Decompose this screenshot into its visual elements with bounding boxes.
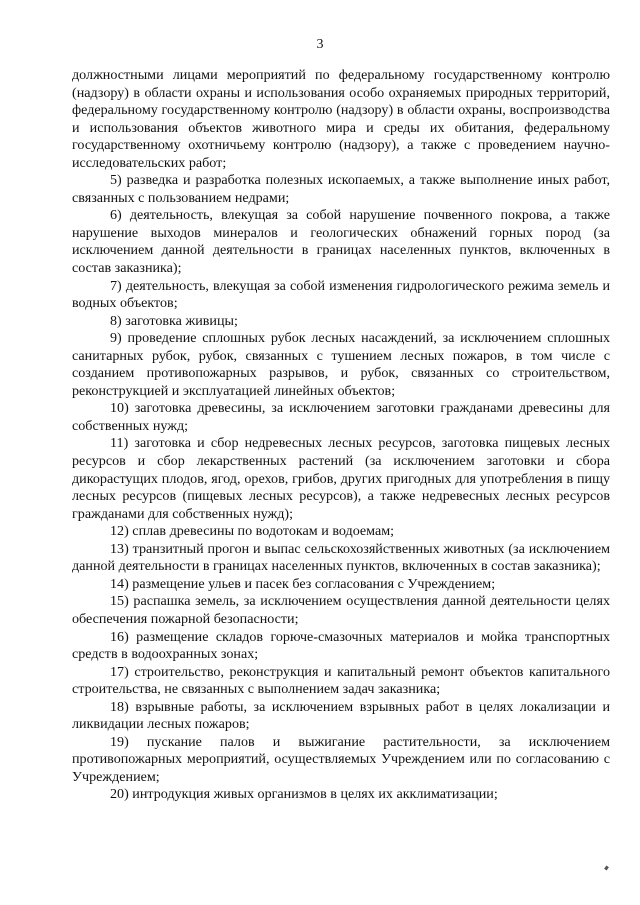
paragraph-item-19: 19) пускание палов и выжигание растительности, за исключением противопожарных мероприятий, осуществляемых Учреждением или по согласованию с Учреждением; — [72, 733, 610, 785]
paragraph-item-9: 9) проведение сплошных рубок лесных насаждений, за исключением сплошных санитарных рубок, рубок, связанных с тушением лесных пожаров, в том числе с созданием противопожарных разрывов, и рубок, связанных со строительством, реконструкцией и эксплуатацией линейных объектов; — [72, 330, 610, 399]
paragraph-item-15: 15) распашка земель, за исключением осуществления данной деятельности целях обеспечения пожарной безопасности; — [72, 593, 610, 627]
paragraph-item-16: 16) размещение складов горюче-смазочных материалов и мойка транспортных средств в водоохранных зонах; — [72, 628, 610, 663]
paragraph-item-10: 10) заготовка древесины, за исключением заготовки гражданами древесины для собственных нужд; — [72, 400, 610, 434]
paragraph-item-17: 17) строительство, реконструкция и капитальный ремонт объектов капитального строительства, не связанных с выполнением задач заказника; — [72, 663, 610, 698]
page-number: 3 — [316, 37, 324, 52]
paragraph-continuation: должностными лицами мероприятий по федеральному государственному контролю (надзору) в области охраны и использования особо охраняемых природных территорий, федеральному государственному контролю (надзору) в области охраны, воспроизводства и использования объектов животного мира и среды их обитания, федеральному государственному охотничьему контролю (надзору), а также с проведением научно-исследовательских работ; — [72, 67, 610, 171]
paragraph-item-13: 13) транзитный прогон и выпас сельскохозяйственных животных (за исключением данной деятельности в границах населенных пунктов, включенных в состав заказника); — [72, 540, 610, 575]
paragraph-item-5: 5) разведка и разработка полезных ископаемых, а также выполнение иных работ, связанных с пользованием недрами; — [72, 172, 610, 206]
paragraph-item-11: 11) заготовка и сбор недревесных лесных ресурсов, заготовка пищевых лесных ресурсов и сбор лекарственных растений (за исключением заготовки и сбора дикорастущих плодов, ягод, орехов, грибов, других пригодных для употребления в пищу лесных ресурсов (пищевых лесных ресурсов), а также недревесных лесных ресурсов гражданами для собственных нужд); — [72, 435, 610, 522]
paragraph-item-8: 8) заготовка живицы; — [110, 312, 238, 329]
scan-speck — [604, 866, 609, 871]
paragraph-item-6: 6) деятельность, влекущая за собой нарушение почвенного покрова, а также нарушение выходов минералов и геологических обнажений горных пород (за исключением данной деятельности в границах населенных пунктов, включенных в состав заказника); — [72, 207, 610, 277]
document-body — [72, 67, 610, 804]
paragraph-item-20: 20) интродукция живых организмов в целях их акклиматизации; — [110, 786, 498, 803]
paragraph-item-7: 7) деятельность, влекущая за собой изменения гидрологического режима земель и водных объектов; — [72, 277, 610, 312]
paragraph-item-12: 12) сплав древесины по водотокам и водоемам; — [110, 523, 395, 540]
paragraph-item-18: 18) взрывные работы, за исключением взрывных работ в целях локализации и ликвидации лесных пожаров; — [72, 698, 610, 733]
paragraph-item-14: 14) размещение ульев и пасек без согласования с Учреждением; — [110, 575, 496, 592]
